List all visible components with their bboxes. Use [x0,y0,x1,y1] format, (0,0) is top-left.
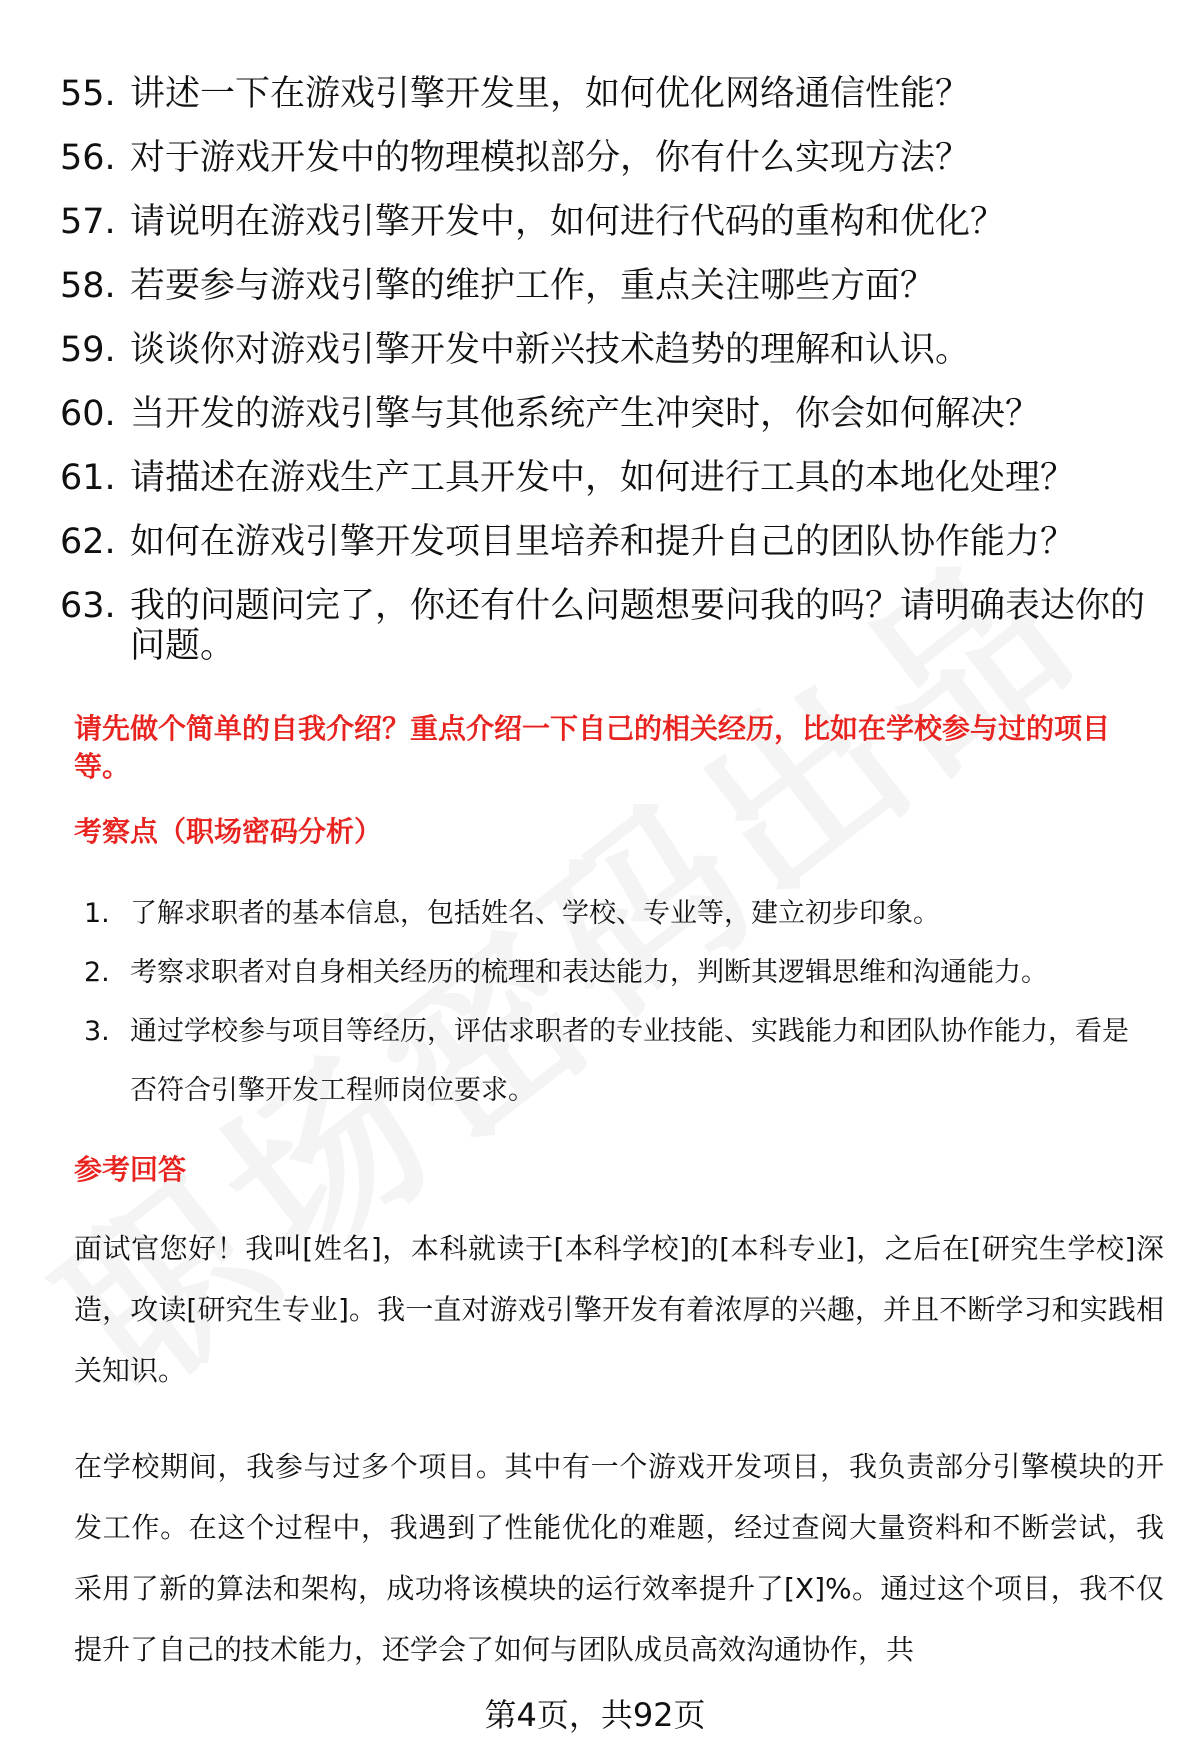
answer-paragraph: 面试官您好！我叫[姓名]，本科就读于[本科学校]的[本科专业]，之后在[研究生学校]深造，攻读[研究生专业]。我一直对游戏引擎开发有着浓厚的兴趣，并且不断学习和实践相关知识。 [74,1232,1164,1387]
answer-paragraph: 在学校期间，我参与过多个项目。其中有一个游戏开发项目，我负责部分引擎模块的开发工作。在这个过程中，我遇到了性能优化的难题，经过查阅大量资料和不断尝试，我采用了新的算法和架构，成功将该模块的运行效率提升了[X]%。通过这个项目，我不仅提升了自己的技术能力，还学会了如何与团队成员高效沟通协作，共 [74,1450,1164,1666]
point-number: 2. [84,957,110,988]
question-item [60,74,1160,114]
question-number: 60. [60,394,116,434]
point-text: 考察求职者对自身相关经历的梳理和表达能力，判断其逻辑思维和沟通能力。 [130,957,1048,988]
question-text: 如何在游戏引擎开发项目里培养和提升自己的团队协作能力？ [130,522,1076,562]
highlighted-question: 请先做个简单的自我介绍？重点介绍一下自己的相关经历，比如在学校参与过的项目等。 [74,712,1111,783]
question-number: 59. [60,330,116,370]
points-heading: 考察点（职场密码分析） [74,815,383,848]
point-text: 了解求职者的基本信息，包括姓名、学校、专业等，建立初步印象。 [130,898,940,929]
point-number: 3. [84,1016,110,1047]
question-text: 请说明在游戏引擎开发中，如何进行代码的重构和优化？ [130,202,1006,242]
point-number: 1. [84,898,110,929]
question-number: 61. [60,458,116,498]
question-text: 谈谈你对游戏引擎开发中新兴技术趋势的理解和认识。 [130,330,971,370]
question-item [60,586,1160,666]
question-text: 讲述一下在游戏引擎开发里，如何优化网络通信性能？ [130,74,971,114]
point-item [84,943,1144,1002]
question-number: 56. [60,138,116,178]
page-number: 第4页，共92页 [484,1696,706,1734]
point-item [84,884,1144,943]
question-number: 58. [60,266,116,306]
question-text: 对于游戏开发中的物理模拟部分，你有什么实现方法？ [130,138,971,178]
question-item [60,458,1160,498]
question-item [60,522,1160,562]
question-item [60,394,1160,434]
question-number: 57. [60,202,116,242]
question-item [60,202,1160,242]
question-number: 62. [60,522,116,562]
question-item [60,330,1160,370]
question-list [60,74,1160,690]
question-text: 我的问题问完了，你还有什么问题想要问我的吗？请明确表达你的问题。 [130,586,1146,666]
points-list [84,884,1144,1120]
point-text: 通过学校参与项目等经历，评估求职者的专业技能、实践能力和团队协作能力，看是否符合引擎开发工程师岗位要求。 [130,1016,1129,1106]
question-text: 当开发的游戏引擎与其他系统产生冲突时，你会如何解决？ [130,394,1041,434]
point-item [84,1002,1144,1120]
question-number: 63. [60,586,116,626]
question-text: 请描述在游戏生产工具开发中，如何进行工具的本地化处理？ [130,458,1076,498]
question-text: 若要参与游戏引擎的维护工作，重点关注哪些方面？ [130,266,936,306]
question-item [60,138,1160,178]
answer-heading: 参考回答 [74,1153,187,1186]
question-item [60,266,1160,306]
question-number: 55. [60,74,116,114]
